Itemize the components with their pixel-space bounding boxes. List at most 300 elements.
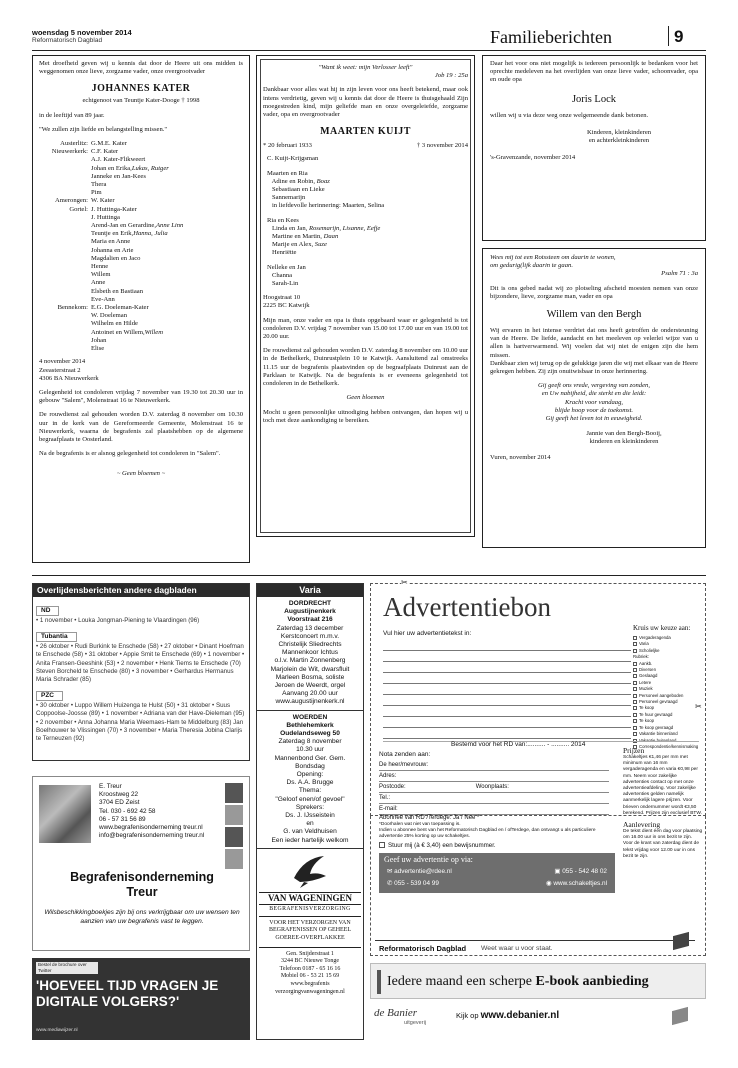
- other-obituaries-title: Overlijdensberichten andere dagbladen: [33, 584, 249, 597]
- section-rule: [32, 575, 706, 576]
- ad-line: Marleen Bosma, soliste: [275, 673, 345, 681]
- square-decoration: [225, 849, 243, 869]
- phone-icon: ✆: [387, 880, 395, 887]
- family-row: [39, 304, 243, 312]
- checkbox[interactable]: [633, 713, 637, 717]
- square-decoration: [225, 783, 243, 803]
- bon-option-label: Personeel gevraagd: [639, 699, 678, 705]
- wageningen-sub: BEGRAFENISVERZORGING: [269, 905, 351, 912]
- bon-option-label: Te koop gevraagd: [639, 724, 674, 730]
- kater-family-list: [39, 140, 243, 353]
- family-names: Magdalien en Jaco: [91, 254, 141, 262]
- checkbox[interactable]: [633, 687, 637, 691]
- family-place: Nieuwerkerk:: [51, 148, 88, 156]
- family-row: [39, 206, 243, 214]
- family-names: Sebastiaan en Lieke: [267, 186, 325, 194]
- family-names: G.M.E. Kater: [91, 140, 127, 148]
- bon-option-label: Te koop: [639, 705, 655, 711]
- wageningen-text: VOOR HET VERZORGEN VAN BEGRAFENISSEN OP GEHEEL GOEREE-OVERFLAKKEE: [259, 916, 361, 943]
- checkbox[interactable]: [379, 842, 385, 848]
- kater-address-line: 4306 BA Nieuwerkerk: [39, 374, 99, 382]
- ad-line: Augustijnenkerk: [284, 608, 336, 616]
- family-names: Channa: [267, 271, 293, 279]
- web-link[interactable]: www.schakeltjes.nl: [553, 880, 607, 887]
- mouse-icon: ◉: [546, 880, 554, 887]
- family-names: in liefdevolle herinnering: Maarten, Selina: [267, 202, 385, 210]
- family-names: Sarah-Lin: [267, 280, 299, 288]
- treur-line[interactable]: info@begrafenisonderneming treur.nl: [99, 832, 205, 840]
- checkbox[interactable]: [633, 662, 637, 666]
- ad-line: Marjolein de Wit, dwarsfluit: [270, 665, 350, 673]
- checkbox[interactable]: [633, 636, 637, 640]
- family-row: [39, 181, 243, 189]
- kater-spouse: echtgenoot van Teuntje Kater-Dooge † 1998: [82, 97, 200, 105]
- treur-line: 06 - 57 31 56 89: [99, 815, 146, 823]
- ad-line: Zaterdag 8 november: [278, 738, 342, 746]
- pzc-text: • 30 oktober • Luppo Willem Huizenga te Hulst (50) • 31 oktober • Suus Coppoolse-Joosse (89) • 1 november • Adriana van der Have-Dieleman (95) • 2 november • Anna Johanna Maria Weemaes-Ham te Middelburg (83) Jan Boelhouwer te Vlissingen (70) • 3 november • Maria Theresia Jobina Clarijs te Terneuzen (92): [36, 702, 245, 743]
- email-link[interactable]: advertentie@rdee.nl: [394, 868, 452, 875]
- bergh-poem-line: Gij geeft ons vrede, vergeving van zonden,: [538, 382, 650, 390]
- field-label: Adres:: [379, 773, 397, 779]
- family-row: [39, 214, 243, 222]
- family-names: J. Huttinga-Kater: [91, 205, 137, 213]
- kater-address: [39, 358, 243, 383]
- checkbox[interactable]: [633, 674, 637, 678]
- family-row: [39, 312, 243, 320]
- family-row: [39, 288, 243, 296]
- bergh-text: Wij ervaren in het intense verdriet dat ons heeft getroffen de ondersteuning van de Heere. De liefde, aandacht en het meeleven op velerlei wijze van u allen is hartverwarmend. Wij voelen dat wij niet de enigen zijn die hem missen.: [490, 327, 698, 359]
- banier-text-bold: E-book aanbieding: [535, 974, 649, 989]
- family-children: Anne Linn: [156, 222, 184, 230]
- family-row: [267, 241, 468, 249]
- family-names: Elsbeth en Bastiaan: [91, 287, 144, 295]
- family-row: [267, 249, 468, 257]
- banier-banner: [370, 963, 706, 999]
- contact-line: Telefoon 0187 - 65 16 16: [279, 965, 341, 972]
- ad-line: Thema:: [298, 787, 322, 795]
- family-row: [39, 165, 243, 173]
- family-row: [267, 170, 468, 178]
- ad-line: Mannenkoor Ichtus: [281, 649, 339, 657]
- tubantia-text: • 26 oktober • Rudi Burkink te Enschede (58) • 27 oktober • Dinant Hoefman te Enschede (58) • 31 oktober • Appie Smit te Enschede (69) • 1 november • Anita Fransen-Geeshink (53) • 2 november • Henk Tiems te Enschede (70) Steven Borcheld te Enschede (80) • 3 november • Gerhardus Hermanus Maria Schrader (85): [36, 643, 245, 684]
- family-row: [39, 320, 243, 328]
- bergh-poem-line: Gij geeft het leven tot in eeuwigheid.: [545, 415, 643, 423]
- kuijt-name: MAARTEN KUIJT: [320, 126, 411, 138]
- contact-line: www.begrafenis: [290, 981, 330, 988]
- family-names: Maarten en Ria: [267, 169, 308, 177]
- bon-title: Advertentiebon: [383, 592, 551, 622]
- family-place: [39, 279, 91, 287]
- family-row: [267, 178, 468, 186]
- family-children: Rosemarijn, Lisanne, Eefje: [308, 224, 381, 232]
- treur-line[interactable]: www.begrafenisonderneming treur.nl: [99, 824, 203, 832]
- family-place: [39, 296, 91, 304]
- family-names: Thera: [91, 181, 107, 189]
- family-place: Amerongen:: [55, 197, 88, 205]
- family-place: Gortel:: [69, 205, 88, 213]
- checkbox[interactable]: [633, 706, 637, 710]
- ad-line: Zaterdag 13 december: [276, 624, 344, 632]
- bon-option-label: Diversen: [639, 667, 656, 673]
- bon-text-line[interactable]: [383, 653, 631, 662]
- rd-slogan: Weet waar u voor staat.: [481, 945, 553, 952]
- checkbox[interactable]: [633, 694, 637, 698]
- family-children: Lukas, Rutger: [131, 164, 169, 172]
- ad-line: Aanvang 20.00 uur: [282, 690, 338, 698]
- bergh-sign: Jannie van den Bergh-Booij,: [586, 430, 662, 438]
- family-row: [267, 264, 468, 272]
- family-names: Elise: [91, 345, 105, 353]
- family-row: [39, 156, 243, 164]
- ad-line: "Geloof enen/of gevoel": [275, 795, 345, 803]
- ad-line: Opening:: [296, 771, 324, 779]
- bon-option-label: Letere: [639, 679, 652, 685]
- bergh-text: Dankbaar zien wij terug op de gelukkige jaren die wij met elkaar van de Heere gekregen hebben. Zij zijn onuitwisbaar in onze herinnering.: [490, 359, 698, 376]
- bon-text-line[interactable]: [383, 675, 631, 684]
- bon-option-label: Muziek: [639, 686, 653, 692]
- kuijt-verse-ref: Job 19 : 25a: [434, 72, 468, 80]
- family-names: Henriëtte: [267, 249, 297, 257]
- kater-quote: "We zullen zijn liefde en belangstelling missen.": [39, 125, 168, 133]
- kater-flowers: ~ Geen bloemen ~: [116, 470, 166, 478]
- banier-kijk: Kijk op: [456, 1011, 481, 1020]
- ad-line: WOERDEN: [292, 713, 328, 721]
- kuijt-intro: Dankbaar voor alles wat hij in zijn leven voor ons heeft betekend, maar ook intens verdrietig, geven wij u kennis dat door de Heere is thuisgehaald Zijn moegestreden kind, mijn geliefde man en onze overgeleiefde, zorgzame vader, opa en overgrootvader: [263, 86, 468, 119]
- rd-logo-text: Reformatorisch Dagblad: [379, 944, 467, 953]
- lock-thanks: willen wij u via deze weg onze welgemeende dank betonen.: [490, 111, 649, 119]
- family-names: Nelleke en Jan: [267, 263, 306, 271]
- kater-after: Na de begrafenis is er alsnog gelegenheid tot condoleren in "Salem".: [39, 450, 221, 458]
- family-children: Suze: [314, 241, 327, 249]
- family-row: [39, 271, 243, 279]
- bon-fine: Indien u abonnee bent van het Reformatorisch Dagblad en / ofTerdege, dan ontvangt u als particuliere advertentie 25% korting op uw schakeltjes.: [379, 828, 596, 840]
- varia-ad-woerden: [257, 711, 363, 849]
- family-names: Henne: [91, 263, 109, 271]
- promo-small: Bestel de brochure over Twitter: [36, 962, 98, 974]
- family-names: Antoinet en Willem,: [91, 328, 145, 336]
- channel-phone[interactable]: [554, 866, 607, 878]
- family-row: [39, 173, 243, 181]
- family-row: [39, 238, 243, 246]
- bergh-verse-ref: Psalm 71 : 3a: [661, 270, 698, 278]
- field-label: De heer/mevrouw:: [379, 762, 429, 768]
- kater-name: JOHANNES KATER: [91, 83, 191, 95]
- family-place: [39, 329, 91, 337]
- family-names: A.J. Kater-Flikweert: [91, 156, 146, 164]
- checkbox[interactable]: [633, 649, 637, 653]
- family-place: Austerlitz:: [60, 140, 88, 148]
- checkbox[interactable]: [633, 681, 637, 685]
- bon-text-line[interactable]: [383, 642, 631, 651]
- family-place: [39, 247, 91, 255]
- family-names: Maria en Anne: [91, 238, 131, 246]
- varia-title: Varia: [257, 584, 363, 597]
- bon-option-label: Te koop: [639, 718, 655, 724]
- family-place: [39, 288, 91, 296]
- bergh-poem-line: en Uw nabijheid, die sterkt en die leidt:: [541, 390, 647, 398]
- bon-nota: Nota zenden aan:: [379, 751, 431, 758]
- treur-line: Kroostweg 22: [99, 791, 139, 799]
- family-names: W. Kater: [91, 197, 115, 205]
- banier-text: Iedere maand een scherpe: [387, 974, 536, 989]
- lock-sign: Kinderen, kleinkinderen: [586, 128, 652, 136]
- header-meta: [32, 29, 232, 45]
- other-obituaries: [32, 583, 250, 761]
- family-names: Arend-Jan en Gerardine,: [91, 222, 156, 230]
- bergh-poem-line: Kracht voor vandaag,: [564, 398, 624, 406]
- fax-number[interactable]: 055 - 542 48 02: [562, 868, 607, 875]
- ad-line: Jeroen de Weerdt, orgel: [274, 682, 346, 690]
- treur-slogan: Wilsbeschikkingboekjes zijn bij ons verkrijgbaar om uw wensen ten aanzien van uw begrafenis vast te leggen.: [44, 909, 240, 925]
- bergh-name: Willem van den Bergh: [546, 309, 642, 321]
- kuijt-died: † 3 november 2014: [416, 142, 468, 150]
- family-place: [39, 230, 91, 238]
- book-icon: [673, 932, 689, 950]
- family-names: Wilhelm en Hilde: [91, 320, 138, 328]
- kuijt-address-line: 2225 BC Katwijk: [263, 302, 310, 310]
- ad-line: 10.30 uur: [296, 746, 324, 754]
- family-row: [267, 272, 468, 280]
- channel-web[interactable]: [546, 878, 607, 890]
- banier-link[interactable]: [456, 1011, 559, 1021]
- kuijt-family-list: [263, 155, 468, 288]
- family-names: C. Kuijt-Krijgsman: [267, 155, 319, 163]
- obituary-kuijt: [256, 55, 475, 537]
- ad-line: Oudelandseweg 50: [280, 730, 340, 738]
- bon-option-label: Vakantie buitenland: [639, 737, 677, 743]
- label-pzc: PZC: [36, 691, 63, 701]
- lock-intro: Daar het voor ons niet mogelijk is iedereen persoonlijk te bedanken voor het oprechte medeleven na het overlijden van onze lieve vader, schoonvader, opa en oude opa: [490, 60, 698, 84]
- checkbox[interactable]: [633, 642, 637, 646]
- family-names: Johanna en Arie: [91, 246, 134, 254]
- family-place: [39, 181, 91, 189]
- prijzen-text: Schakeltjes €1,46 per mm met minimum van 16 mm vergaderagenda en varia €0,98 per mm. Neem voor zakelijke advertenties contact op met onze advertentieafdeling. Voor zakelijke advertenties gelden namelijk aanmerkelijk lagere prijzen. Voor brieven ondernummer wordt €3,50 berekend. Prijzen zijn exclusief BTW.: [623, 755, 702, 816]
- ad-line: Kerstconcert m.m.v.: [280, 632, 340, 640]
- family-row: [39, 148, 243, 156]
- bon-choice-title: Kruis uw keuze aan:: [633, 624, 691, 632]
- bon-stuur[interactable]: [379, 842, 496, 850]
- flower-image: [39, 785, 91, 843]
- checkbox[interactable]: [633, 726, 637, 730]
- header-rule: [32, 50, 706, 51]
- checkbox[interactable]: [633, 719, 637, 723]
- family-names: Willem: [91, 271, 111, 279]
- bergh-place: Vuren, november 2014: [490, 453, 551, 461]
- bon-options: [633, 635, 705, 750]
- ad-line: Ds. J. IJsseistein: [285, 812, 335, 820]
- family-row: [267, 186, 468, 194]
- header-paper: Reformatorisch Dagblad: [32, 37, 103, 44]
- family-names: Sannemarijn: [267, 194, 306, 202]
- family-names: Teuntje en Erik,: [91, 230, 134, 238]
- family-row: [39, 247, 243, 255]
- bon-form-inputs[interactable]: [379, 758, 609, 812]
- contact-line: Mobiel 06 - 53 21 15 69: [280, 973, 340, 980]
- kater-age: in de leeftijd van 89 jaar.: [39, 111, 105, 119]
- wageningen-name: VAN WAGENINGEN: [259, 892, 361, 905]
- kuijt-born: * 20 februari 1933: [263, 142, 312, 150]
- family-row: [267, 202, 468, 210]
- book-icon: [672, 1007, 688, 1025]
- family-names: W. Doeleman: [91, 312, 128, 320]
- rd-rule: [375, 940, 695, 941]
- ad-line: Voorstraat 216: [287, 616, 333, 624]
- scissors-icon: ✂: [695, 702, 702, 711]
- family-row: [39, 189, 243, 197]
- kater-address-line: Zeeasterstraat 2: [39, 366, 81, 374]
- lock-name: Joris Lock: [571, 93, 617, 105]
- bon-text-line[interactable]: [383, 664, 631, 673]
- square-decoration: [225, 805, 243, 825]
- family-place: [39, 345, 91, 353]
- kater-funeral: De rouwdienst zal gehouden worden D.V. zaterdag 8 november om 10.30 uur in de kerk van de Gereformeerde Gemeente, Molenstraat 16 te Nieuwerkerk, waarna de begrafenis zal plaatshebben op de algemene begraafplaats te Oosterland.: [39, 411, 243, 443]
- family-place: [39, 263, 91, 271]
- advertentiebon-lower: [370, 816, 706, 956]
- section-title: Familieberichten: [490, 27, 612, 47]
- thanks-lock: [482, 55, 706, 241]
- bon-text-line[interactable]: [383, 697, 631, 706]
- bon-text-line[interactable]: [383, 719, 631, 728]
- family-children: Hanna, Julia: [133, 230, 168, 238]
- bon-option-label: Vakantie binnenland: [639, 731, 678, 737]
- promo-banner[interactable]: [32, 958, 250, 1040]
- header-date: woensdag 5 november 2014: [32, 28, 132, 37]
- family-row: [267, 155, 468, 163]
- phone-number[interactable]: 055 - 539 04 99: [394, 880, 439, 887]
- field-label: Postcode:: [379, 784, 406, 790]
- checkbox[interactable]: [633, 732, 637, 736]
- family-children: Boaz: [316, 177, 330, 185]
- kuijt-flowers: Geen bloemen: [346, 394, 385, 402]
- lock-sign: en achterkleinkinderen: [588, 137, 650, 145]
- family-names: Janneke en Jan-Kees: [91, 172, 146, 180]
- kater-condolence: Gelegenheid tot condoleren vrijdag 7 november van 19.30 tot 20.30 uur in gebouw "Salem", Molenstraat 16 te Nieuwerkerk.: [39, 388, 243, 405]
- kater-intro: Met droefheid geven wij u kennis dat door de Heere uit ons midden is weggenomen onze lieve, zorgzame vader, onze overgrootvader: [39, 60, 243, 76]
- banier-sub: uitgeverij: [404, 1020, 427, 1026]
- varia-ad-dordrecht: [257, 597, 363, 711]
- field-label: Woonplaats:: [475, 784, 509, 790]
- kuijt-note: Mocht u geen persoonlijke uitnodiging hebben ontvangen, dan hopen wij u toch met deze aankondiging te bereiken.: [263, 408, 468, 424]
- field-label: Tel.:: [379, 795, 391, 801]
- family-place: [39, 173, 91, 181]
- ad-line: Bondsdag: [295, 762, 325, 770]
- family-names: Johan: [91, 336, 107, 344]
- treur-line: Tel. 030 - 692 42 58: [99, 807, 156, 815]
- bergh-intro: Dit is ons gebed nadat wij zo plotseling afscheid moesten nemen van onze bijzondere, lieve, zorgzame man, vader en opa: [490, 284, 698, 300]
- family-row: [39, 255, 243, 263]
- lock-place: 's-Gravenzande, november 2014: [490, 154, 576, 162]
- family-names: Adine en Robin,: [267, 177, 317, 185]
- family-children: Willem: [144, 328, 163, 336]
- family-place: [39, 320, 91, 328]
- treur-title: Treur: [126, 885, 158, 899]
- channels-title: Geef uw advertentie op via:: [384, 855, 473, 864]
- family-row: [267, 280, 468, 288]
- contact-line: 3244 BC Nieuwe Tonge: [281, 958, 339, 965]
- family-row: [267, 217, 468, 225]
- bon-text-lines[interactable]: [383, 642, 631, 741]
- channel-tel[interactable]: [387, 878, 439, 890]
- bon-fine: *Doorhalen wat niet van toepassing is.: [379, 822, 461, 827]
- family-row: [39, 329, 243, 337]
- bon-option-label: Correspondentie/kennismaking: [639, 743, 699, 749]
- contact-line: verzorgingvanwageningen.nl: [275, 988, 345, 995]
- label-tubantia: Tubantia: [36, 632, 77, 642]
- family-place: [39, 271, 91, 279]
- treur-contact: [99, 783, 223, 840]
- family-place: [39, 255, 91, 263]
- family-row: [39, 345, 243, 353]
- family-place: [39, 214, 91, 222]
- family-place: Bennekom:: [57, 304, 88, 312]
- treur-line: E. Treur: [99, 783, 122, 790]
- banier-headline: [387, 973, 649, 991]
- dove-icon: [290, 852, 330, 890]
- thanks-bergh: [482, 248, 706, 548]
- envelope-icon: ✉: [387, 868, 395, 875]
- banier-ad[interactable]: [370, 963, 706, 1040]
- bon-text-line[interactable]: [383, 708, 631, 717]
- channel-email[interactable]: [387, 866, 452, 878]
- family-row: [267, 233, 468, 241]
- family-place: [39, 238, 91, 246]
- ad-line: Een ieder hartelijk welkom: [271, 836, 349, 844]
- field-label: E-mail:: [379, 806, 398, 812]
- bon-option-label: Vergaderagenda: [639, 635, 671, 640]
- nd-text: • 1 november • Louka Jongman-Piening te Vlaardingen (96): [36, 617, 200, 624]
- family-place: [39, 189, 91, 197]
- ad-line: Christelijk Sliedrechts: [278, 641, 342, 649]
- bon-abonnee[interactable]: Abonnee van RD /Terdege: Ja / Nee *: [379, 815, 480, 821]
- checkbox[interactable]: [633, 700, 637, 704]
- treur-line: 3704 ED Zeist: [99, 799, 140, 807]
- submit-channels: [379, 853, 615, 893]
- family-names: E.G. Doeleman-Kater: [91, 304, 149, 312]
- bon-option-label: Personeel aangeboden: [639, 692, 684, 698]
- printer-icon: ▣: [554, 868, 563, 875]
- family-names: Marije en Alex,: [267, 241, 315, 249]
- ad-treur: [32, 776, 250, 951]
- ad-line: Ds. A.A. Brugge: [286, 779, 334, 787]
- kuijt-address: [263, 294, 468, 310]
- aanlevering-title: Aanlevering: [623, 820, 661, 830]
- page-number: 9: [674, 27, 684, 46]
- bergh-verse: om gedurig(lijk daarin te gaan.: [490, 262, 573, 270]
- family-row: [39, 197, 243, 205]
- bon-stuur-text: Stuur mij (à € 3,40) een bewijsnummer.: [388, 842, 496, 849]
- kuijt-dates: [263, 142, 468, 150]
- family-row: [39, 279, 243, 287]
- ad-line: en: [306, 820, 314, 828]
- bon-text-line[interactable]: [383, 686, 631, 695]
- bon-option-label: Aankb.: [639, 660, 653, 666]
- banier-url[interactable]: www.debanier.nl: [480, 1010, 560, 1021]
- ad-line: Sprekers:: [295, 803, 325, 811]
- family-row: [39, 222, 243, 230]
- family-row: [267, 225, 468, 233]
- aanlevering-text: De tekst dient één dag voor plaatsing om 16.00 uur in ons bezit te zijn. Voor de krant van zaterdag dient de tekst vrijdag voor 12.00 uur in ons bezit te zijn.: [623, 829, 703, 859]
- banier-bar: [377, 970, 381, 994]
- bergh-verse: Wees mij tot een Rotssteen om daarin te wonen,: [490, 254, 616, 261]
- ad-line: Bethlehemkerk: [286, 721, 334, 729]
- treur-title: Begrafenisonderneming: [70, 870, 214, 884]
- bon-text-line[interactable]: [383, 730, 631, 739]
- contact-line: Gen. Snijderstraat 1: [286, 950, 334, 957]
- checkbox[interactable]: [633, 668, 637, 672]
- bon-option-label: Geslaagd: [639, 673, 658, 679]
- promo-url[interactable]: www.mediawijzer.nl: [36, 1028, 78, 1033]
- family-names: Johan en Erika,: [91, 164, 132, 172]
